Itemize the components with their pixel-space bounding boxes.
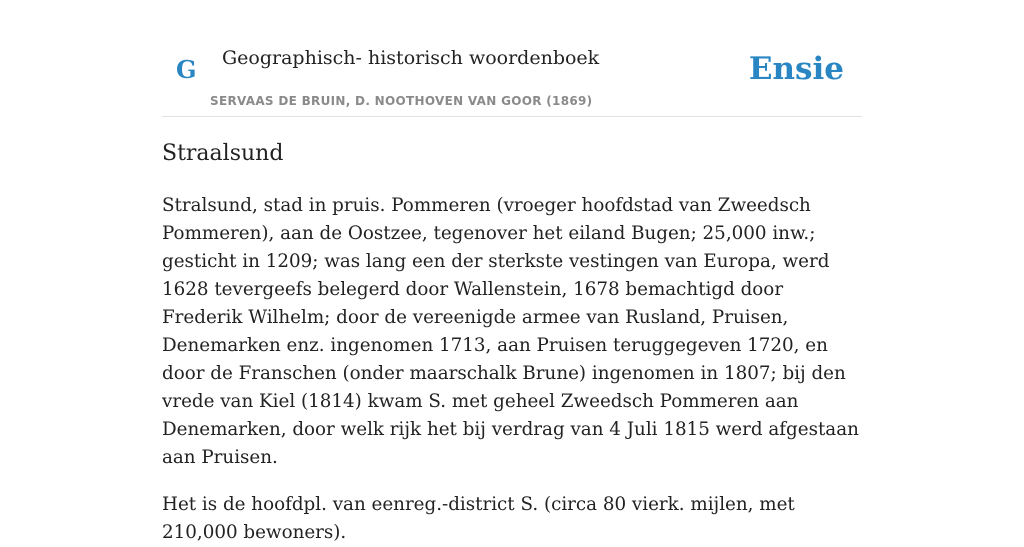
book-authors: SERVAAS DE BRUIN, D. NOOTHOVEN VAN GOOR (1869) (210, 94, 593, 108)
book-initial-icon[interactable]: G (176, 55, 197, 84)
book-header (162, 0, 862, 117)
book-title-link[interactable]: Geographisch- historisch woordenboek (222, 47, 600, 69)
ensie-logo-link[interactable]: Ensie (748, 51, 844, 87)
entry-content (162, 138, 862, 547)
entry-paragraph: Het is de hoofdpl. van eenreg.-district S. (circa 80 vierk. mijlen, met 210,000 bewoners). (162, 494, 795, 543)
entry-title: Straalsund (162, 141, 284, 166)
entry-paragraph: Stralsund, stad in pruis. Pommeren (vroeger hoofdstad van Zweedsch Pommeren), aan de Oostzee, tegenover het eiland Bugen; 25,000 inw.; gesticht in 1209; was lang een der sterkste vestingen van Europa, werd 1628 tevergeefs belegerd door Wallenstein, 1678 bemachtigd door Frederik Wilhelm; door de vereenigde armee van Rusland, Pruisen, Denemarken enz. ingenomen 1713, aan Pruisen teruggegeven 1720, en door de Franschen (onder maarschalk Brune) ingenomen in 1807; bij den vrede van Kiel (1814) kwam S. met geheel Zweedsch Pommeren aan Denemarken, door welk rijk het bij verdrag van 4 Juli 1815 werd afgestaan aan Pruisen. (162, 195, 859, 468)
